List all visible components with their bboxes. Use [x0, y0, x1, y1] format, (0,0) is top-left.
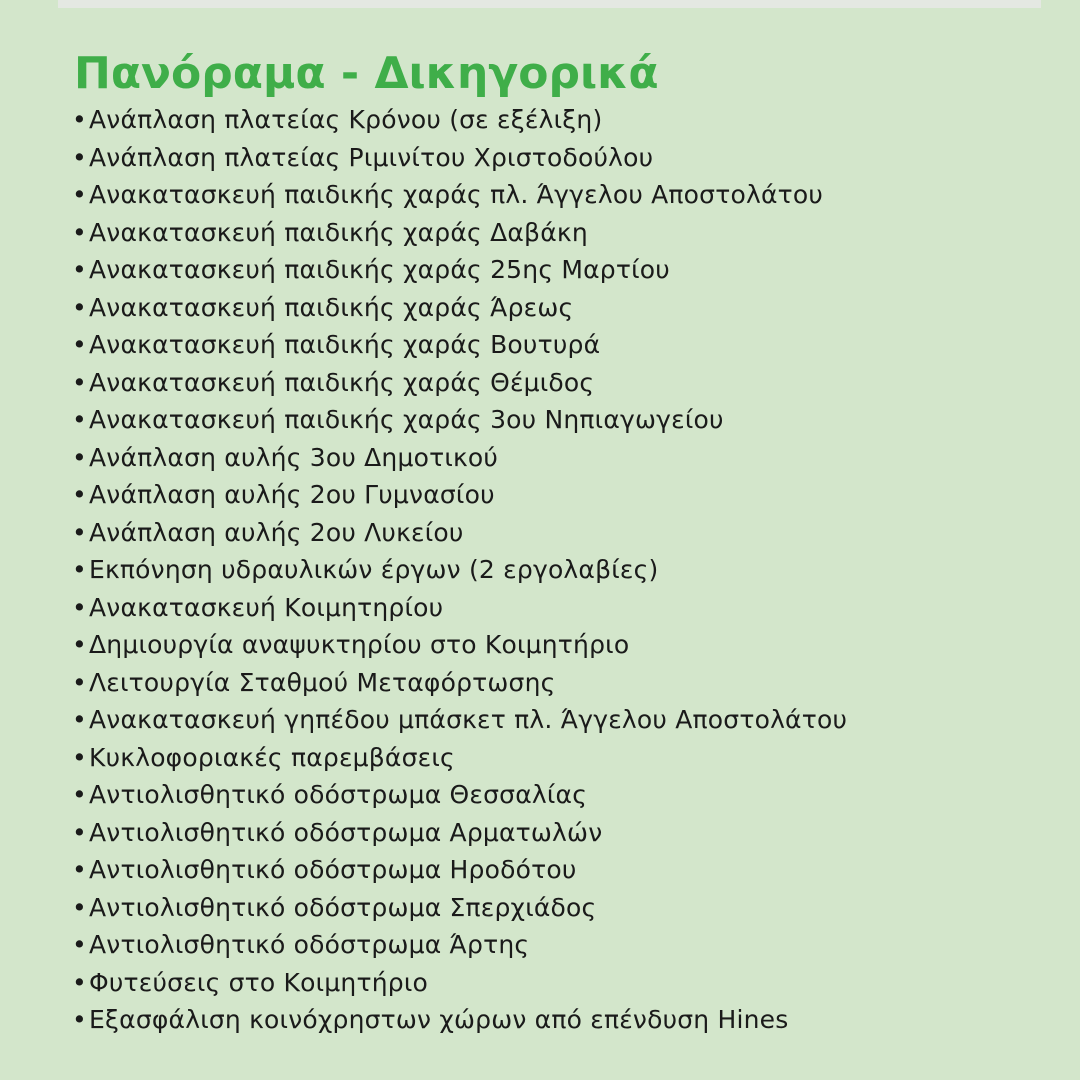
bullet-icon: • — [72, 892, 87, 922]
bullet-icon: • — [72, 142, 87, 172]
list-item-text: Αντιολισθητικό οδόστρωμα Άρτης — [89, 930, 530, 959]
list-item-text: Ανακατασκευή παιδικής χαράς Θέμιδος — [89, 367, 595, 397]
bullet-icon: • — [72, 480, 87, 509]
bullet-icon: • — [72, 967, 87, 997]
bullet-icon: • — [72, 930, 87, 959]
list-item-text: Ανάπλαση αυλής 2ου Γυμνασίου — [89, 480, 495, 509]
list-item — [72, 851, 847, 889]
bullet-icon: • — [72, 217, 87, 247]
list-item — [72, 814, 847, 852]
list-item-text: Εξασφάλιση κοινόχρηστων χώρων από επένδυση Hines — [89, 1005, 789, 1034]
list-item — [72, 401, 847, 439]
list-item-text: Ανάπλαση πλατείας Κρόνου (σε εξέλιξη) — [89, 105, 603, 134]
bullet-icon: • — [72, 630, 87, 659]
list-item — [72, 776, 847, 814]
list-item-text: Δημιουργία αναψυκτηρίου στο Κοιμητήριο — [89, 630, 630, 659]
list-item — [72, 926, 847, 964]
bullet-icon: • — [72, 780, 87, 809]
list-item — [72, 964, 847, 1002]
list-item-text: Ανακατασκευή Κοιμητηρίου — [89, 592, 444, 622]
bullet-icon: • — [72, 292, 87, 322]
list-item-text: Ανακατασκευή παιδικής χαράς 25ης Μαρτίου — [89, 255, 670, 284]
bullet-icon: • — [72, 180, 87, 209]
list-item — [72, 251, 847, 289]
project-list — [72, 101, 847, 1039]
list-item-text: Ανακατασκευή παιδικής χαράς πλ. Άγγελου Αποστολάτου — [89, 180, 824, 209]
list-item — [72, 739, 847, 777]
list-item — [72, 889, 847, 927]
bullet-icon: • — [72, 742, 87, 772]
list-item-text: Εκπόνηση υδραυλικών έργων (2 εργολαβίες) — [89, 555, 659, 584]
list-item-text: Αντιολισθητικό οδόστρωμα Θεσσαλίας — [89, 780, 588, 809]
list-item-text: Αντιολισθητικό οδόστρωμα Σπερχιάδος — [89, 892, 597, 922]
page-title: Πανόραμα - Δικηγορικά — [74, 48, 659, 99]
bullet-icon: • — [72, 855, 87, 884]
list-item-text: Κυκλοφοριακές παρεμβάσεις — [89, 742, 455, 772]
list-item — [72, 514, 847, 552]
bullet-icon: • — [72, 405, 87, 434]
list-item — [72, 589, 847, 627]
bullet-icon: • — [72, 255, 87, 284]
list-item — [72, 626, 847, 664]
list-item-text: Ανακατασκευή παιδικής χαράς Βουτυρά — [89, 330, 601, 359]
list-item — [72, 701, 847, 739]
bullet-icon: • — [72, 367, 87, 397]
top-divider-bar — [58, 0, 1041, 8]
list-item-text: Αντιολισθητικό οδόστρωμα Ηροδότου — [89, 855, 577, 884]
list-item — [72, 439, 847, 477]
bullet-icon: • — [72, 330, 87, 359]
bullet-icon: • — [72, 442, 87, 472]
list-item-text: Ανακατασκευή παιδικής χαράς 3ου Νηπιαγωγείου — [89, 405, 724, 434]
list-item-text: Λειτουργία Σταθμού Μεταφόρτωσης — [89, 667, 556, 697]
list-item-text: Ανάπλαση αυλής 2ου Λυκείου — [89, 517, 464, 547]
list-item — [72, 289, 847, 327]
bullet-icon: • — [72, 667, 87, 697]
list-item — [72, 476, 847, 514]
list-item-text: Φυτεύσεις στο Κοιμητήριο — [89, 967, 428, 997]
list-item-text: Ανάπλαση πλατείας Ριμινίτου Χριστοδούλου — [89, 142, 654, 172]
list-item — [72, 364, 847, 402]
bullet-icon: • — [72, 705, 87, 734]
list-item-text: Αντιολισθητικό οδόστρωμα Αρματωλών — [89, 817, 603, 847]
list-item — [72, 326, 847, 364]
list-item — [72, 551, 847, 589]
bullet-icon: • — [72, 817, 87, 847]
list-item — [72, 664, 847, 702]
bullet-icon: • — [72, 517, 87, 547]
list-item-text: Ανακατασκευή παιδικής χαράς Δαβάκη — [89, 217, 588, 247]
list-item — [72, 1001, 847, 1039]
bullet-icon: • — [72, 592, 87, 622]
list-item — [72, 214, 847, 252]
bullet-icon: • — [72, 1005, 87, 1034]
list-item — [72, 176, 847, 214]
list-item-text: Ανακατασκευή παιδικής χαράς Άρεως — [89, 292, 574, 322]
list-item-text: Ανάπλαση αυλής 3ου Δημοτικού — [89, 442, 499, 472]
bullet-icon: • — [72, 555, 87, 584]
bullet-icon: • — [72, 105, 87, 134]
list-item — [72, 139, 847, 177]
list-item — [72, 101, 847, 139]
list-item-text: Ανακατασκευή γηπέδου μπάσκετ πλ. Άγγελου Αποστολάτου — [89, 705, 848, 734]
